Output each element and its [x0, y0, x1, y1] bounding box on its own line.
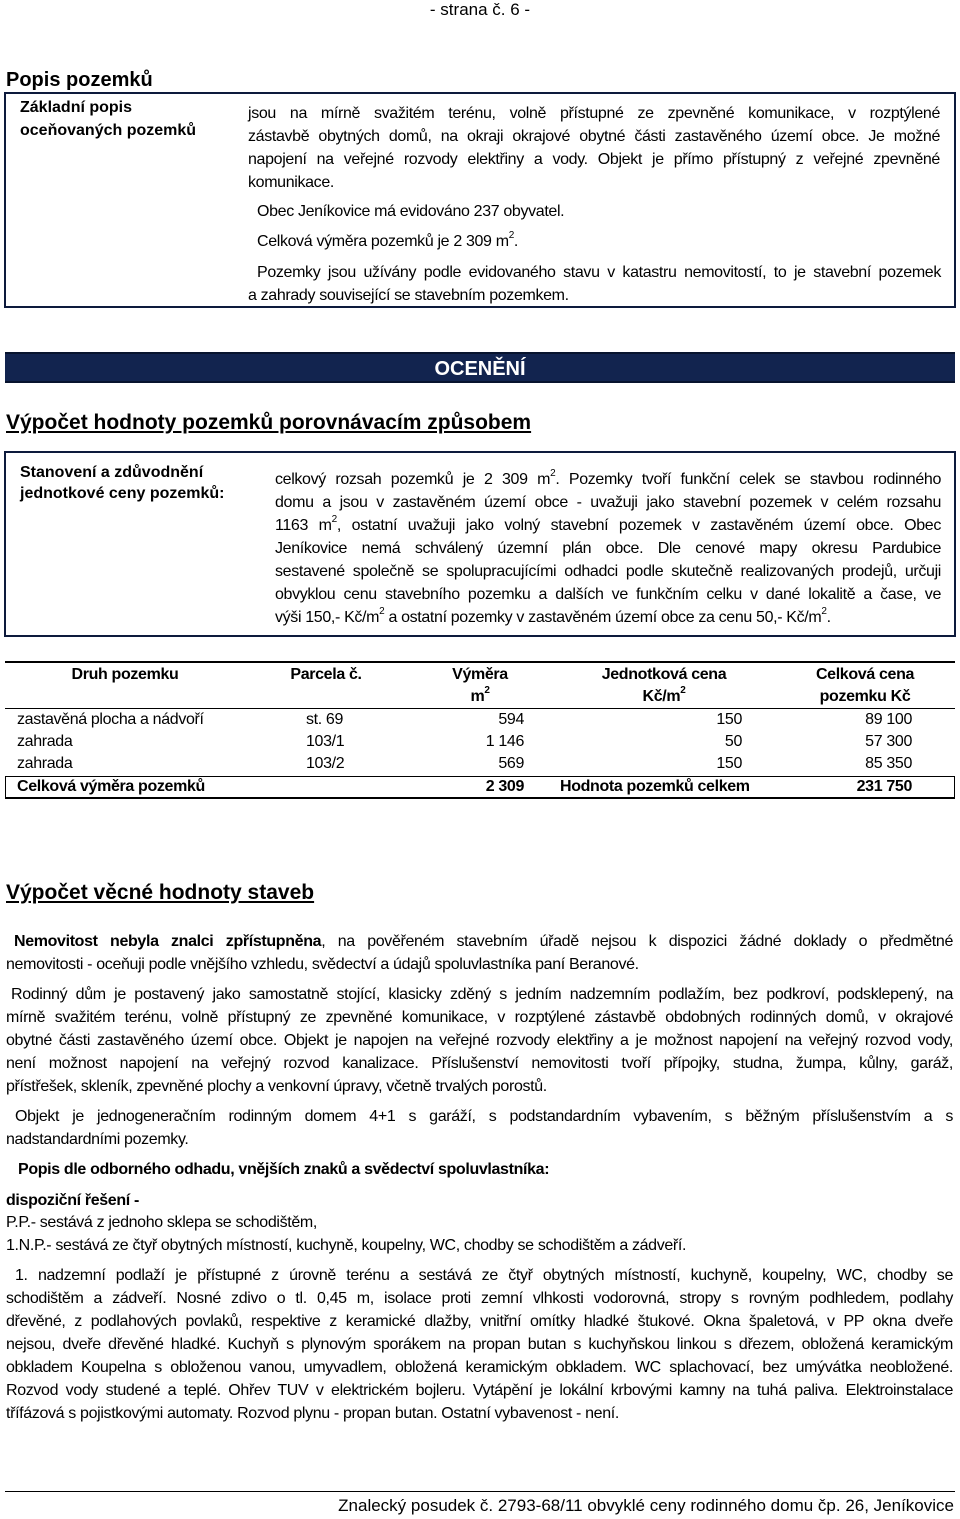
- popis-uzivani-line2: a zahrady související se stavebním pozemkem.: [248, 287, 569, 304]
- popis-line: komunikace.: [248, 174, 334, 191]
- vypocet-line: 1163 $m^2$, ostatní uvažuji jako volný stavební pozemek v zastavěném území obce. Obec: [275, 513, 941, 534]
- stavby-p1-line2: nemovitosti - oceňuji podle vnějšího vzhledu, svědectví a údajů spoluvlastníka paní Beranové.: [6, 956, 639, 973]
- stavby-p3-line: nadstandardními pozemky.: [6, 1131, 189, 1148]
- vypocet-line: celkový rozsah pozemků je 2 309 $m^2$. Pozemky tvoří funkční celek se stavbou rodinného: [275, 467, 942, 488]
- popis-line: napojení na veřejné rozvody elektřiny a vody. Objekt je přímo přístupný z veřejné zpevněné: [248, 151, 940, 168]
- table-total-vymera: 2 309: [485, 778, 524, 795]
- table-cell: zahrada: [17, 755, 73, 772]
- vypocet-line: Jeníkovice nemá schválený územní plán obce. Dle cenové mapy okresu Pardubice: [275, 540, 941, 557]
- stavby-p4-line: dřevěné, z podlahových povlaků, respektive z keramické dlažby, vnitřní omítky hladké štukové. Okna špaletová, v PP okna dveře: [6, 1313, 953, 1330]
- footer-rule: [5, 1491, 955, 1492]
- stavby-p4-line: nejsou, dveře dřevěné hladké. Kuchyň s plynovým sporákem na propan butan s kuchyňskou linkou s dřezem, obložená keramickým: [6, 1336, 953, 1353]
- th-vymera: Výměra: [452, 666, 508, 683]
- footer-text: Znalecký posudek č. 2793-68/11 obvyklé ceny rodinného domu čp. 26, Jeníkovice: [338, 1496, 954, 1515]
- table-total-left-border: [5, 776, 6, 798]
- th-parcela: Parcela č.: [290, 666, 362, 683]
- table-total-label: Celková výměra pozemků: [17, 778, 205, 795]
- th-druh: Druh pozemku: [71, 666, 179, 683]
- popis-label-line2: oceňovaných pozemků: [20, 122, 197, 139]
- section-title-stavby: Výpočet věcné hodnoty staveb: [6, 881, 315, 904]
- popis-line: jsou na mírně svažitém terénu, volně přístupné ze zpevněné komunikace, v rozptýlené: [248, 105, 940, 122]
- stavby-np: 1.N.P.- sestává ze čtyř obytných místností, kuchyně, koupelny, WC, chodby se schodištěm a zádveří.: [6, 1237, 687, 1254]
- oceneni-title: OCENĚNÍ: [434, 358, 526, 380]
- table-cell: 50: [724, 733, 742, 750]
- vypocet-line: sestavené společně se spolupracujícími odhadci podle skutečně realizovaných prodejů, určuji: [275, 563, 941, 580]
- stavby-p1-line1: Nemovitost nebyla znalci zpřístupněna, na pověřeném stavebním úřadě nejsou k dispozici žádné doklady o předmětné: [14, 933, 953, 950]
- table-cell: zastavěná plocha a nádvoří: [17, 711, 204, 728]
- stavby-p4-line: schodištěm a zádveří. Nosné zdivo o tl. 0,45 m, isolace proti zemní vlhkosti vodorovná, stropy s rovným podhledem, podlahy: [6, 1290, 953, 1307]
- stavby-p4-line: Rozvod vody studené a teplé. Ohřev TUV v elektrickém bojleru. Vytápění je lokální krbovými kamny na tuhá paliva. Elektroinstalace: [6, 1382, 953, 1399]
- popis-uzivani-line1: Pozemky jsou užívány podle evidovaného stavu v katastru nemovitostí, to je stavební pozemek: [257, 264, 941, 281]
- page-number: - strana č. 6 -: [429, 0, 531, 19]
- vypocet-line: obvyklou cenu stavebního pozemku a dalších ve funkčním celku v dané lokalitě a čase, ve: [275, 586, 941, 603]
- vypocet-line: domu a jsou v zastavěném území obce - uvažuji jako stavební pozemek v celém rozsahu: [275, 494, 941, 511]
- table-cell: zahrada: [17, 733, 73, 750]
- table-total-right-border: [954, 776, 955, 798]
- table-cell: st. 69: [306, 711, 344, 728]
- table-cell: 103/2: [306, 755, 345, 772]
- vypocet-label-line2: jednotkové ceny pozemků:: [20, 485, 225, 502]
- table-cell: 103/1: [306, 733, 345, 750]
- table-cell: 1 146: [485, 733, 524, 750]
- stavby-dispozicni: dispoziční řešení -: [6, 1192, 139, 1209]
- table-cell: 89 100: [865, 711, 912, 728]
- th-jednotkova-unit: $Kč/m^2$: [642, 684, 686, 705]
- table-cell: 150: [716, 711, 742, 728]
- table-cell: 594: [498, 711, 524, 728]
- vypocet-line: výši 150,- $Kč/m^2$ a ostatní pozemky v zastavěném území obce za cenu 50,- $Kč/m^2$.: [275, 605, 831, 626]
- stavby-p4-line: obkladem Koupelna s obloženou vanou, umyvadlem, obložená keramickým obkladem. WC splachovací, bez umývátka neobložené.: [6, 1359, 953, 1376]
- table-cell: 569: [498, 755, 524, 772]
- stavby-p2-line: obytné části zastavěného území obce. Objekt je napojen na veřejné rozvody elektřiny a je možnost napojení na veřejný rozvod vody,: [6, 1032, 953, 1049]
- popis-label-line1: Základní popis: [20, 99, 133, 116]
- stavby-p2-line: mírně svažitém terénu, volně přístupný ze zpevněné komunikace, v rozptýlené zástavbě obdobných rodinných domů, v okrajové: [6, 1009, 953, 1026]
- th-vymera-unit: $m^2$: [470, 684, 490, 705]
- stavby-p2-line: přístřešek, skleník, zpevněné plochy a venkovní úpravy, včetně trvalých porostů.: [6, 1078, 547, 1095]
- table-cell: 150: [716, 755, 742, 772]
- stavby-popis-heading: Popis dle odborného odhadu, vnějších znaků a svědectví spoluvlastníka:: [18, 1161, 550, 1178]
- section-title-vypocet-pozemku: Výpočet hodnoty pozemků porovnávacím způsobem: [6, 411, 532, 434]
- stavby-p2-line: není možnost napojení na veřejný rozvod kanalizace. Příslušenství nemovitosti tvoří přípojky, studna, žumpa, kůlny, garáž,: [6, 1055, 953, 1072]
- stavby-pp: P.P.- sestává z jednoho sklepa se schodištěm,: [6, 1214, 317, 1231]
- popis-obyvatel: Obec Jeníkovice má evidováno 237 obyvatel.: [257, 203, 565, 220]
- popis-vymera: Celková výměra pozemků je 2 309 $m^2$.: [257, 229, 519, 250]
- stavby-p4-line: 1. nadzemní podlaží je přístupné z úrovně terénu a sestává ze čtyř obytných místností, kuchyně, koupelny, WC, chodby se: [15, 1267, 953, 1284]
- stavby-p3-line: Objekt je jednogeneračním rodinným domem 4+1 s garáží, s podstandardním vybavením, s běžným příslušenstvím a s: [15, 1108, 953, 1125]
- table-total-hodnota-label: Hodnota pozemků celkem: [560, 778, 750, 795]
- popis-line: zástavbě obytných domů, na okraji okrajové obytné části zastavěného území obce. Je možné: [248, 128, 940, 145]
- table-total-hodnota: 231 750: [856, 778, 912, 795]
- table-cell: 57 300: [865, 733, 912, 750]
- th-celkova: Celková cena: [815, 666, 915, 683]
- section-title-popis: Popis pozemků: [6, 69, 153, 91]
- th-celkova-unit: pozemku Kč: [819, 688, 911, 705]
- table-cell: 85 350: [865, 755, 912, 772]
- stavby-p4-line: třífázová s pojistkovými automaty. Rozvod plynu - propan butan. Ostatní vybavenost - není.: [6, 1405, 619, 1422]
- stavby-p2-line: Rodinný dům je postavený jako samostatně stojící, klasicky zděný s jedním nadzemním podlažím, bez podkroví, podsklepený, na: [11, 986, 953, 1003]
- vypocet-label-line1: Stanovení a zdůvodnění: [20, 464, 204, 481]
- table-top-border: [5, 661, 955, 663]
- oceneni-banner: [5, 352, 955, 383]
- th-jednotkova: Jednotková cena: [601, 666, 727, 683]
